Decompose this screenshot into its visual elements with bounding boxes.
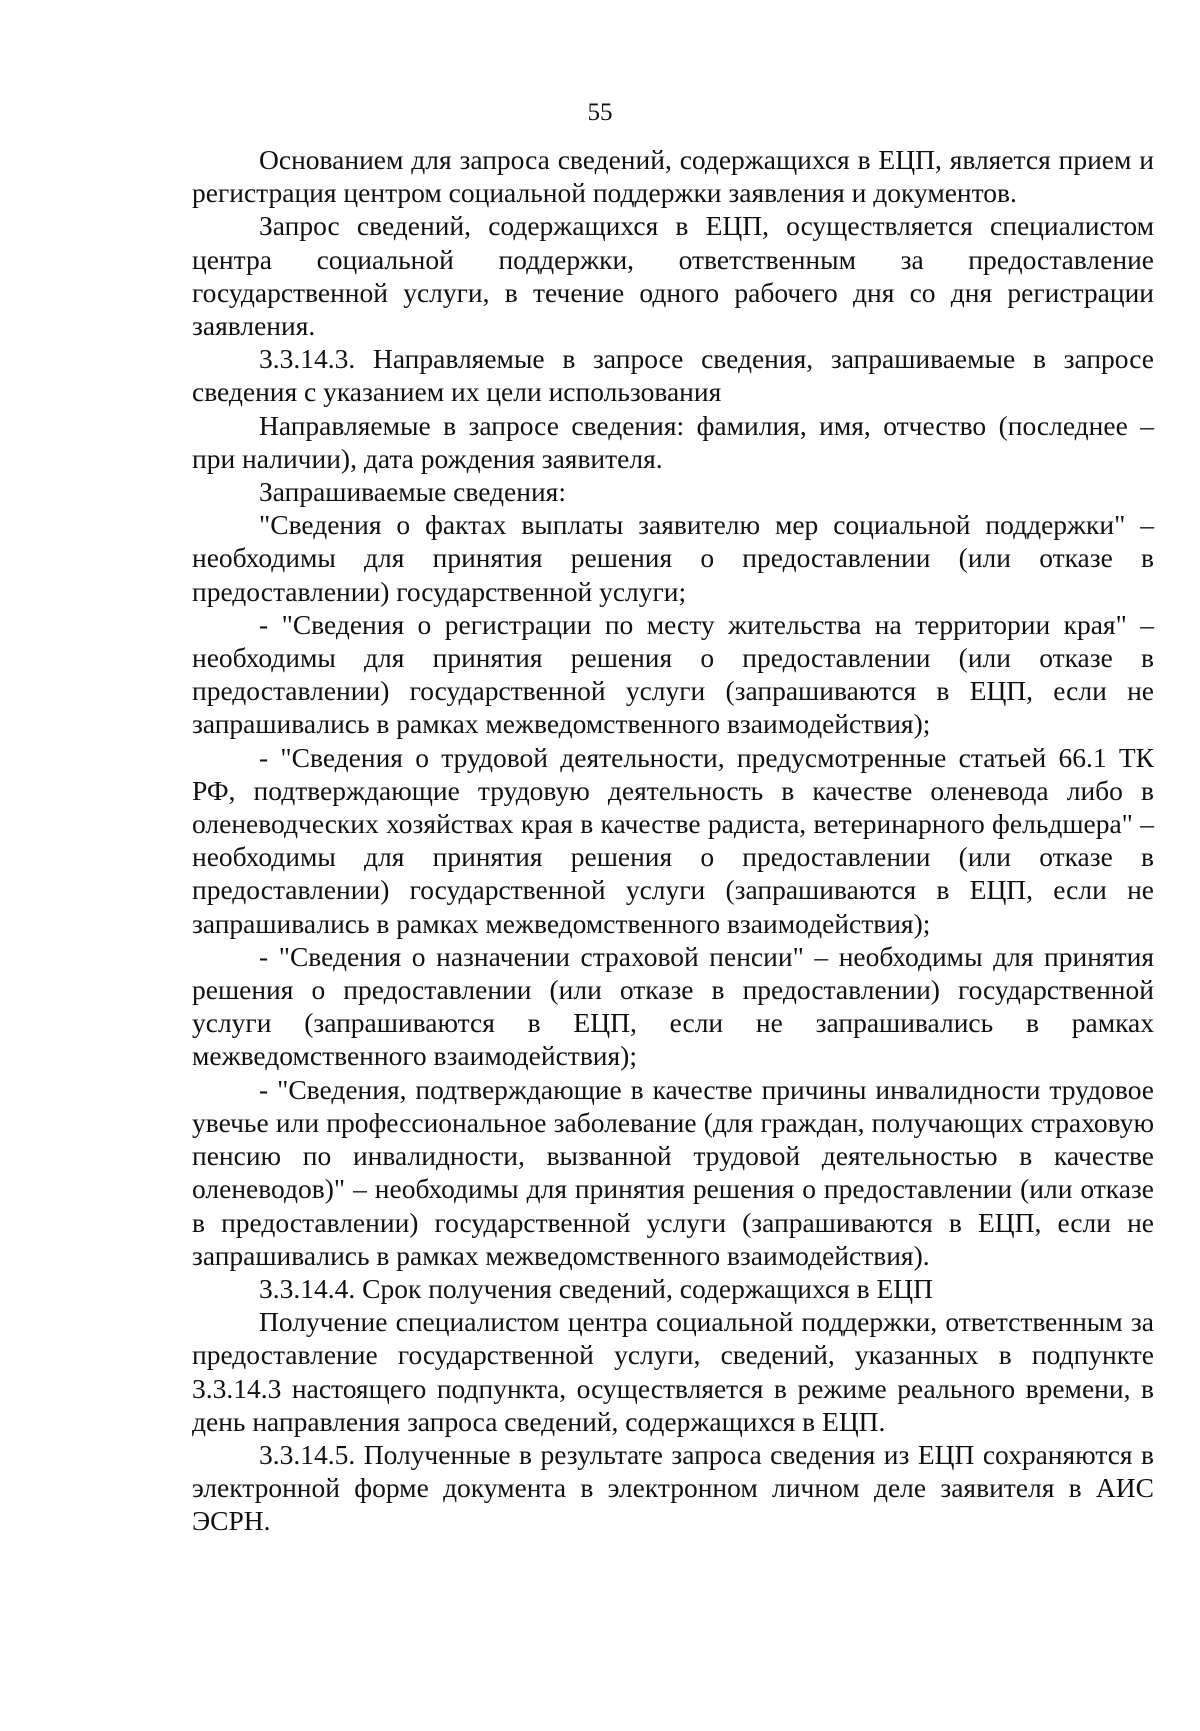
paragraph-request-timing: Запрос сведений, содержащихся в ЕЦП, осуществляется специалистом центра социальной поддержки, ответственным за предоставление государственной услуги, в течение одного рабочего дня со дня регистрации заявления. xyxy=(192,210,1154,342)
paragraph-payments-info: "Сведения о фактах выплаты заявителю мер социальной поддержки" – необходимы для принятия решения о предоставлении (или отказе в предоставлении) государственной услуги; xyxy=(192,509,1154,607)
paragraph-basis-for-request: Основанием для запроса сведений, содержащихся в ЕЦП, является прием и регистрация центром социальной поддержки заявления и документов. xyxy=(192,144,1154,209)
paragraph-3-3-14-4-heading: 3.3.14.4. Срок получения сведений, содержащихся в ЕЦП xyxy=(259,1272,934,1304)
paragraph-sent-data: Направляемые в запросе сведения: фамилия, имя, отчество (последнее – при наличии), дата рождения заявителя. xyxy=(192,409,1154,474)
paragraph-3-3-14-3-heading: 3.3.14.3. Направляемые в запросе сведения, запрашиваемые в запросе сведения с указанием их цели использования xyxy=(192,343,1154,408)
paragraph-requested-data-label: Запрашиваемые сведения: xyxy=(259,476,566,508)
paragraph-registration-info: - "Сведения о регистрации по месту жительства на территории края" – необходимы для принятия решения о предоставлении (или отказе в предоставлении) государственной услуги (запрашиваются в ЕЦП, если не запрашивались в рамках межведомственного взаимодействия); xyxy=(192,608,1154,740)
paragraph-labor-info: - "Сведения о трудовой деятельности, предусмотренные статьей 66.1 ТК РФ, подтверждающие трудовую деятельность в качестве оленевода либо в оленеводческих хозяйствах края в качестве радиста, ветеринарного фельдшера" – необходимы для принятия решения о предоставлении (или отказе в предоставлении) государственной услуги (запрашиваются в ЕЦП, если не запрашивались в рамках межведомственного взаимодействия); xyxy=(192,741,1154,939)
paragraph-3-3-14-5-storage: 3.3.14.5. Полученные в результате запроса сведения из ЕЦП сохраняются в электронной форме документа в электронном личном деле заявителя в АИС ЭСРН. xyxy=(192,1438,1154,1537)
page-number: 55 xyxy=(587,99,613,126)
document-body xyxy=(192,143,1154,1538)
paragraph-disability-info: - "Сведения, подтверждающие в качестве причины инвалидности трудовое увечье или профессиональное заболевание (для граждан, получающих страховую пенсию по инвалидности, вызванной трудовой деятельностью в качестве оленеводов)" – необходимы для принятия решения о предоставлении (или отказе в предоставлении) государственной услуги (запрашиваются в ЕЦП, если не запрашивались в рамках межведомственного взаимодействия). xyxy=(192,1073,1154,1271)
paragraph-receipt-timing: Получение специалистом центра социальной поддержки, ответственным за предоставление государственной услуги, сведений, указанных в подпункте 3.3.14.3 настоящего подпункта, осуществляется в режиме реального времени, в день направления запроса сведений, содержащихся в ЕЦП. xyxy=(192,1306,1154,1437)
paragraph-pension-info: - "Сведения о назначении страховой пенсии" – необходимы для принятия решения о предоставлении (или отказе в предоставлении) государственной услуги (запрашиваются в ЕЦП, если не запрашивались в рамках межведомственного взаимодействия); xyxy=(192,940,1154,1072)
